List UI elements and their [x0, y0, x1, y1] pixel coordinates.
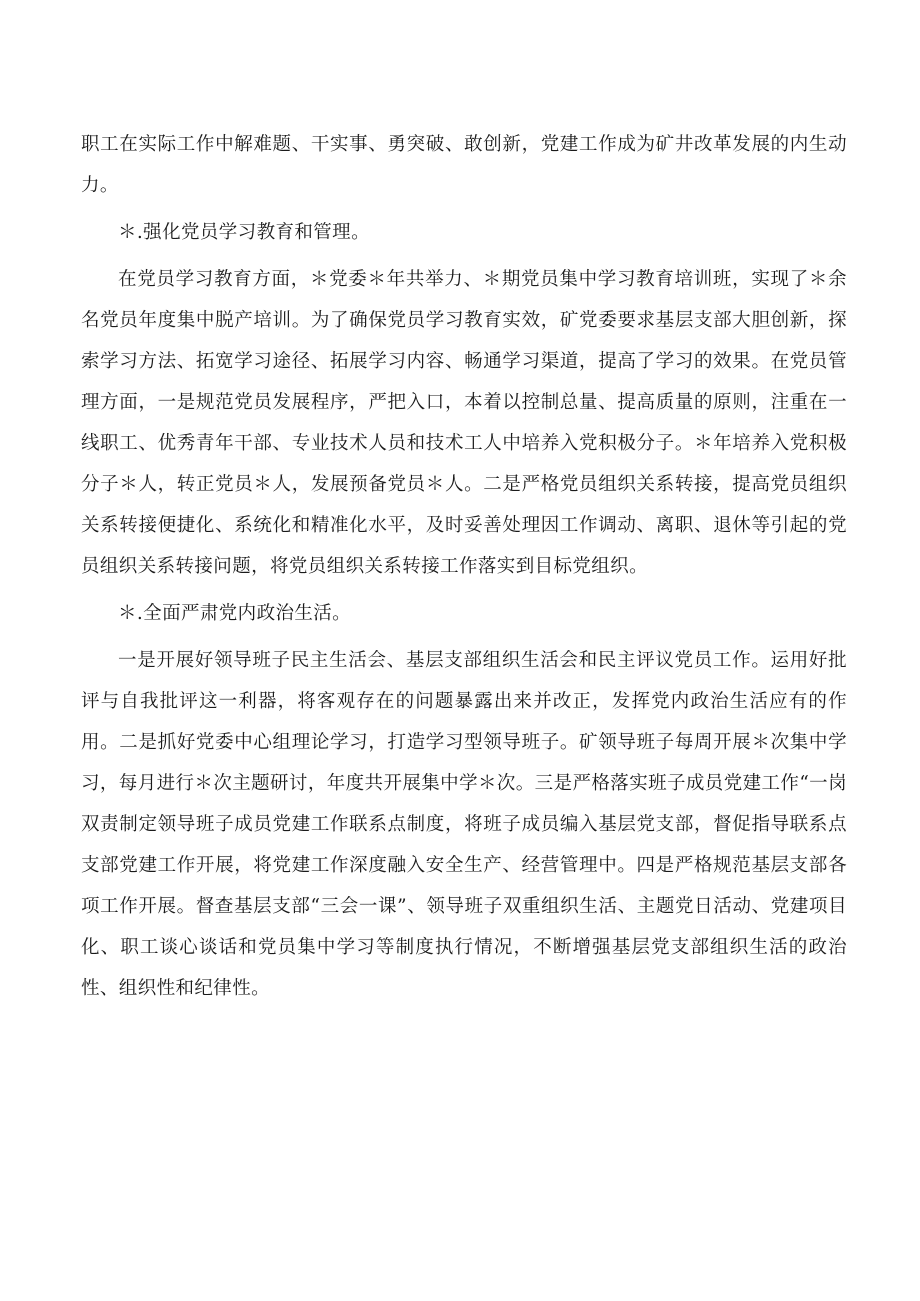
section-heading-study-education: ＊.强化党员学习教育和管理。 — [118, 222, 370, 243]
section-heading-political-life: ＊.全面严肃党内政治生活。 — [118, 603, 352, 624]
paragraph-political-life: 一是开展好领导班子民主生活会、基层支部组织生活会和民主评议党员工作。运用好批评与自我批评这一利器，将客观存在的问题暴露出来并改正，发挥党内政治生活应有的作用。二是抓好党委中心组理论学习，打造学习型领导班子。矿领导班子每周开展＊次集中学习，每月进行＊次主题研讨，年度共开展集中学＊次。三是严格落实班子成员党建工作“一岗双责制定领导班子成员党建工作联系点制度，将班子成员编入基层党支部，督促指导联系点支部党建工作开展，将党建工作深度融入安全生产、经营管理中。四是严格规范基层支部各项工作开展。督查基层支部“三会一课”、领导班子双重组织生活、主题党日活动、党建项目化、职工谈心谈话和党员集中学习等制度执行情况，不断增强基层党支部组织生活的政治性、组织性和纪律性。 — [81, 650, 847, 999]
document-body — [81, 124, 847, 1009]
paragraph-study-education: 在党员学习教育方面，＊党委＊年共举力、＊期党员集中学习教育培训班，实现了＊余名党员年度集中脱产培训。为了确保党员学习教育实效，矿党委要求基层支部大胆创新，探索学习方法、拓宽学习途径、拓展学习内容、畅通学习渠道，提高了学习的效果。在党员管理方面，一是规范党员发展程序，严把入口，本着以控制总量、提高质量的原则，注重在一线职工、优秀青年干部、专业技术人员和技术工人中培养入党积极分子。＊年培养入党积极分子＊人，转正党员＊人，发展预备党员＊人。二是严格党员组织关系转接，提高党员组织关系转接便捷化、系统化和精准化水平，及时妥善处理因工作调动、离职、退休等引起的党员组织关系转接问题，将党员组织关系转接工作落实到目标党组织。 — [81, 269, 847, 577]
paragraph-continuation: 职工在实际工作中解难题、干实事、勇突破、敢创新，党建工作成为矿井改革发展的内生动力。 — [81, 134, 847, 196]
